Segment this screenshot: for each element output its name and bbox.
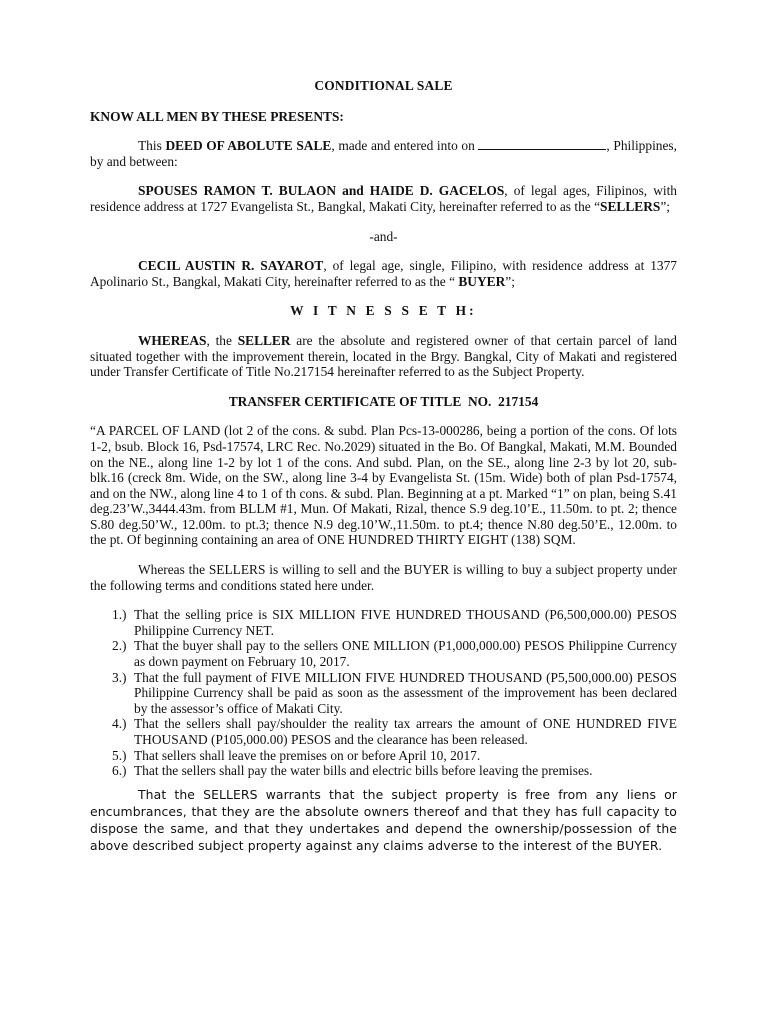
whereas-t1: , the [206, 332, 238, 348]
buyer-end: ”; [505, 273, 515, 289]
condition-text: That the sellers shall pay the water bills and electric bills before leaving the premises. [134, 763, 593, 779]
intro-pre: This [138, 138, 166, 154]
condition-item [90, 748, 677, 764]
parcel-description: “A PARCEL OF LAND (lot 2 of the cons. & subd. Plan Pcs-13-000286, being a portion of the cons. Of lots 1-2, bsub. Block 16, Psd-17574, LRC Rec. No.2029) situated in the Bo. Of Bangkal, Makati, M.M. Bounded on the NE., along line 1-2 by lot 1 of the cons. And subd. Plan, on the SE., along line 2-3 by lot 20, sub-blk.16 (creck 8m. Wide, on the SW., along line 3-4 by Evangelista St. (15m. Wide) both of plan Psd-17574, and on the NW., along line 4 to 1 of th cons. & subd. Plan. Beginning at a pt. Marked “1” on plan, being S.41 deg.23’W.,3444.43m. from BLLM #1, Mun. Of Makati, Rizal, thence S.9 deg.10’E., 11.50m. to pt. 2; thence S.80 deg.50’W., 12.00m. to pt.3; thence N.9 deg.10’W.,11.50m. to pt.4; thence N.80 deg.50’E., 12.00m. to the pt. Of beginning containing an area of ONE HUNDRED THIRTY EIGHT (138) SQM. [90, 423, 677, 548]
sellers-text: , of legal ages, Filipinos, with residence address at 1727 Evangelista St., Bangkal, Makati City, hereinafter referred to as the “ [90, 183, 678, 214]
condition-item [90, 607, 677, 638]
condition-number: 1.) [112, 607, 127, 623]
buyer-name: CECIL AUSTIN R. SAYAROT [138, 258, 324, 274]
condition-text: That the sellers shall pay/shoulder the reality tax arrears the amount of ONE HUNDRED FIVE THOUSAND (P105,000.00) PESOS and the clearance has been released. [134, 716, 677, 747]
condition-number: 6.) [112, 763, 127, 779]
and-separator: -and- [369, 228, 398, 244]
sellers-label: SELLERS [600, 198, 661, 214]
warranty-paragraph: That the SELLERS warrants that the subject property is free from any liens or encumbrances, that they are the absolute owners thereof and that they has full capacity to dispose the same, and that they undertakes and depend the ownership/possession of the above described subject property against any claims adverse to the interest of the BUYER. [90, 786, 677, 853]
intro-mid: , made and entered into on [331, 138, 479, 154]
buyer-paragraph [90, 258, 677, 289]
condition-text: That the selling price is SIX MILLION FIVE HUNDRED THOUSAND (P6,500,000.00) PESOS Philippine Currency NET. [134, 607, 677, 638]
condition-text: That the buyer shall pay to the sellers ONE MILLION (P1,000,000.00) PESOS Philippine Currency as down payment on February 10, 2017. [134, 638, 677, 670]
sellers-paragraph [90, 183, 677, 214]
condition-text: That sellers shall leave the premises on or before April 10, 2017. [134, 747, 481, 763]
document-title: CONDITIONAL SALE [314, 78, 453, 93]
seller-word: SELLER [237, 332, 291, 348]
document-body [90, 78, 677, 854]
sellers-end: ”; [660, 198, 670, 214]
know-all-heading: KNOW ALL MEN BY THESE PRESENTS: [90, 108, 344, 124]
condition-item [90, 638, 677, 669]
condition-number: 4.) [112, 716, 127, 732]
buyer-label: BUYER [458, 273, 506, 289]
condition-text: That the full payment of FIVE MILLION FIVE HUNDRED THOUSAND (P5,500,000.00) PESOS Philippine Currency shall be paid as soon as the assessment of the improvement has been declared by the assessor’s office of Makati City. [134, 669, 677, 716]
deed-title: DEED OF ABOLUTE SALE [165, 138, 332, 154]
date-blank [478, 138, 606, 150]
condition-item [90, 763, 677, 779]
tct-heading: TRANSFER CERTIFICATE OF TITLE NO. 217154 [228, 393, 539, 409]
whereas-willing-paragraph: Whereas the SELLERS is willing to sell and the BUYER is willing to buy a subject property under the following terms and conditions stated here under. [90, 562, 677, 593]
whereas-t2: are the absolute and registered owner of that certain parcel of land situated together with the improvement therein, located in the Brgy. Bangkal, City of Makati and registered under Transfer Certificate of Title No.217154 hereinafter referred to as the Subject Property. [90, 332, 678, 380]
buyer-text: , of legal age, single, Filipino, with residence address at 1377 Apolinario St., Bangkal, Makati City, hereinafter referred to as the “ [90, 258, 677, 289]
witnesseth-heading: W I T N E S S E T H: [290, 303, 477, 319]
condition-number: 3.) [112, 669, 127, 685]
condition-item [90, 716, 677, 747]
condition-number: 2.) [112, 638, 127, 654]
condition-number: 5.) [112, 747, 127, 763]
conditions-list [90, 607, 677, 779]
intro-post: , Philippines, by and between: [90, 138, 677, 169]
intro-paragraph [90, 138, 677, 169]
sellers-names: SPOUSES RAMON T. BULAON and HAIDE D. GACELOS [138, 183, 505, 199]
whereas-word: WHEREAS [138, 332, 207, 348]
whereas-paragraph [90, 333, 677, 380]
condition-item [90, 670, 677, 717]
